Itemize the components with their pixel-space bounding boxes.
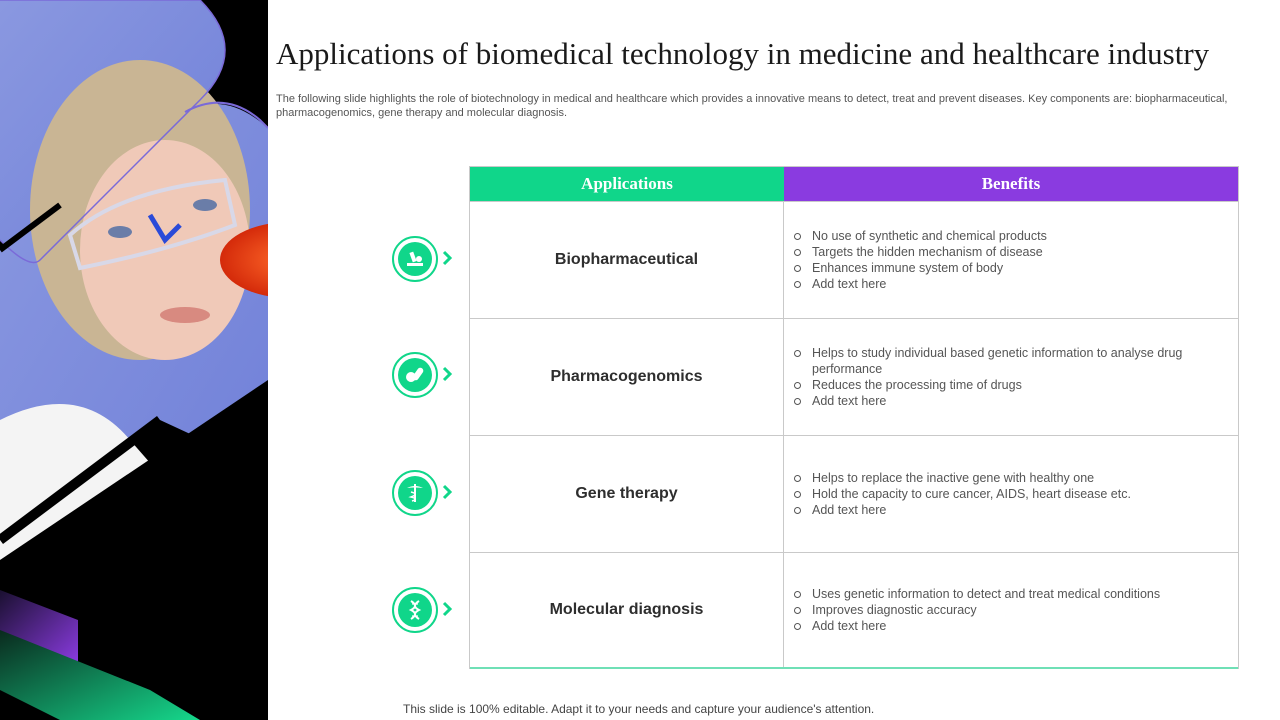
list-item: Hold the capacity to cure cancer, AIDS, heart disease etc. xyxy=(794,486,1131,502)
application-name: Pharmacogenomics xyxy=(470,319,784,435)
list-item: Targets the hidden mechanism of disease xyxy=(794,244,1047,260)
benefits-list xyxy=(794,228,1047,292)
list-item: Add text here xyxy=(794,618,1160,634)
benefits-cell xyxy=(784,202,1238,318)
list-item: Improves diagnostic accuracy xyxy=(794,602,1160,618)
table-header xyxy=(470,167,1238,201)
table-row xyxy=(470,318,1238,435)
table-row xyxy=(470,435,1238,552)
list-item: Helps to replace the inactive gene with healthy one xyxy=(794,470,1131,486)
list-item: Add text here xyxy=(794,393,1192,409)
row-icon-gene-therapy xyxy=(392,470,456,518)
pills-capsule-icon xyxy=(404,364,426,386)
table-row xyxy=(470,552,1238,669)
list-item: Add text here xyxy=(794,276,1047,292)
list-item: Reduces the processing time of drugs xyxy=(794,377,1192,393)
list-item: Enhances immune system of body xyxy=(794,260,1047,276)
list-item: No use of synthetic and chemical products xyxy=(794,228,1047,244)
page-title: Applications of biomedical technology in medicine and healthcare industry xyxy=(276,36,1210,71)
lab-microscope-icon xyxy=(404,248,426,270)
scientist-photo xyxy=(0,0,268,720)
footer-note: This slide is 100% editable. Adapt it to your needs and capture your audience's attention. xyxy=(403,702,875,716)
application-name: Molecular diagnosis xyxy=(470,553,784,667)
list-item: Helps to study individual based genetic information to analyse drug performance xyxy=(794,345,1192,377)
applications-table xyxy=(469,166,1239,669)
chevron-right-icon xyxy=(441,599,453,619)
chevron-right-icon xyxy=(441,482,453,502)
benefits-list xyxy=(794,345,1192,409)
chevron-right-icon xyxy=(441,364,453,384)
header-benefits: Benefits xyxy=(784,167,1238,201)
left-decorative-panel xyxy=(0,0,268,720)
row-icon-molecular-diagnosis xyxy=(392,587,456,635)
table-row xyxy=(470,201,1238,318)
list-item: Uses genetic information to detect and treat medical conditions xyxy=(794,586,1160,602)
application-name: Gene therapy xyxy=(470,436,784,552)
dna-icon xyxy=(404,599,426,621)
caduceus-icon xyxy=(404,482,426,504)
chevron-right-icon xyxy=(441,248,453,268)
benefits-list xyxy=(794,470,1131,518)
benefits-cell xyxy=(784,553,1238,667)
row-icon-biopharmaceutical xyxy=(392,236,456,284)
header-applications: Applications xyxy=(470,167,784,201)
page-subtitle: The following slide highlights the role of biotechnology in medical and healthcare which provides a innovative means to detect, treat and prevent diseases. Key components are: biopharmaceutical, pharmacogenomics, gene therapy and molecular diagnosis. xyxy=(276,93,1228,119)
benefits-list xyxy=(794,586,1160,634)
benefits-cell xyxy=(784,436,1238,552)
list-item: Add text here xyxy=(794,502,1131,518)
application-name: Biopharmaceutical xyxy=(470,202,784,318)
row-icon-pharmacogenomics xyxy=(392,352,456,400)
benefits-cell xyxy=(784,319,1238,435)
